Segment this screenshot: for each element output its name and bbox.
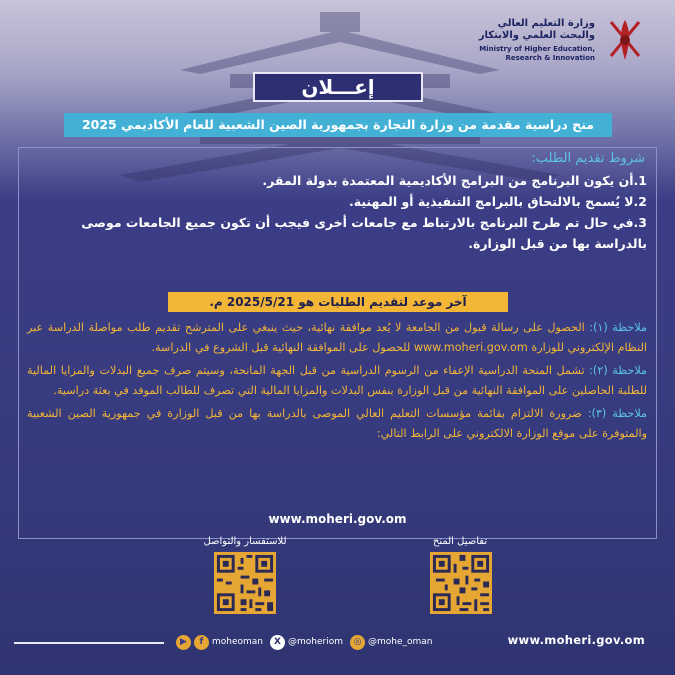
footer-divider [14,642,164,644]
youtube-icon: ▶ [176,635,191,650]
note-text: ضرورة الالتزام بقائمة مؤسسات التعليم العالي الموصى بالدراسة بها من قبل الوزارة في جمهورية الصين الشعبية والمتوفرة على موقع الوزارة الالكتروني على الرابط التالي: [27,407,647,440]
x-handle: @moheriom [288,637,343,647]
footer-website[interactable]: www.moheri.gov.om [507,633,645,647]
contact-qr-code[interactable] [214,552,276,614]
moheoman-handle: moheoman [212,637,264,647]
ministry-ar-line2: والبحث العلمي والابتكار [478,30,595,41]
oman-emblem-icon [603,16,647,64]
note-item [27,404,647,444]
condition-item: 1.أن يكون البرنامج من البرامج الأكاديمية المعتمدة بدولة المقر. [262,173,647,188]
instagram-handle: @mohe_oman [368,637,433,647]
footer-social-instagram[interactable] [350,633,433,651]
x-icon: X [270,635,285,650]
details-qr-label: تفاصيل المنح [432,536,488,547]
note-label: ملاحظة (٣): [587,407,647,420]
note-label: ملاحظة (٢): [589,364,647,377]
note-text: الحصول على رسالة قبول من الجامعة لا يُعد موافقة نهائية، حيث ينبغي على المترشح تقديم طلب مواصلة الدراسة عبر النظام الإلكتروني للوزارة www.moheri.gov.om للحصول على الموافقة النهائية قبل الشروع في الدراسة. [27,321,647,354]
ministry-en-line1: Ministry of Higher Education, [479,45,595,53]
ministry-website-link[interactable]: www.moheri.gov.om [268,512,407,526]
ministry-name-english [445,45,595,63]
footer-bar [0,630,675,654]
ministry-en-line2: Research & Innovation [505,54,595,62]
facebook-icon: f [194,635,209,650]
condition-item: 3.في حال تم طرح البرنامج بالارتباط مع جامعات أخرى فيجب أن تكون جميع الجامعات موصى بالدراسة بها من قبل الوزارة. [81,215,647,251]
ministry-ar-line1: وزارة التعليم العالي [497,18,595,29]
note-text: تشمل المنحة الدراسية الإعفاء من الرسوم الدراسية من قبل الجهة المانحة، وسيتم صرف جميع البدلات والمزايا المالية للطلبة الحاصلين على الموافقة النهائية من قبل الوزارة بنفس البدلات والمزايا المالية التي تصرف للطالب الموفد في بعثة دراسية. [27,364,647,397]
ministry-name-arabic [445,18,595,42]
conditions-list [27,170,647,254]
footer-social-moheoman[interactable] [176,633,263,651]
deadline-banner: آخر موعد لتقديم الطلبات هو 2025/5/21 م. [168,292,508,312]
details-qr-code[interactable] [430,552,492,614]
note-item [27,361,647,401]
instagram-icon: ◎ [350,635,365,650]
scholarship-subtitle: منح دراسية مقدمة من وزارة التجارة بجمهورية الصين الشعبية للعام الأكاديمي 2025 [64,113,612,137]
announcement-title: إعـــلان [253,72,423,102]
footer-social-x[interactable] [270,633,343,651]
condition-item: 2.لا يُسمح بالالتحاق بالبرامج التنفيذية أو المهنية. [348,194,647,209]
qr-pattern-icon [430,552,492,614]
qr-pattern-icon [214,552,276,614]
contact-qr-label: للاستفسار والتواصل [203,536,287,547]
conditions-heading: شروط تقديم الطلب: [531,151,645,166]
note-item [27,318,647,358]
notes-section [27,318,647,447]
ministry-logo [438,16,653,64]
note-label: ملاحظة (١): [589,321,647,334]
